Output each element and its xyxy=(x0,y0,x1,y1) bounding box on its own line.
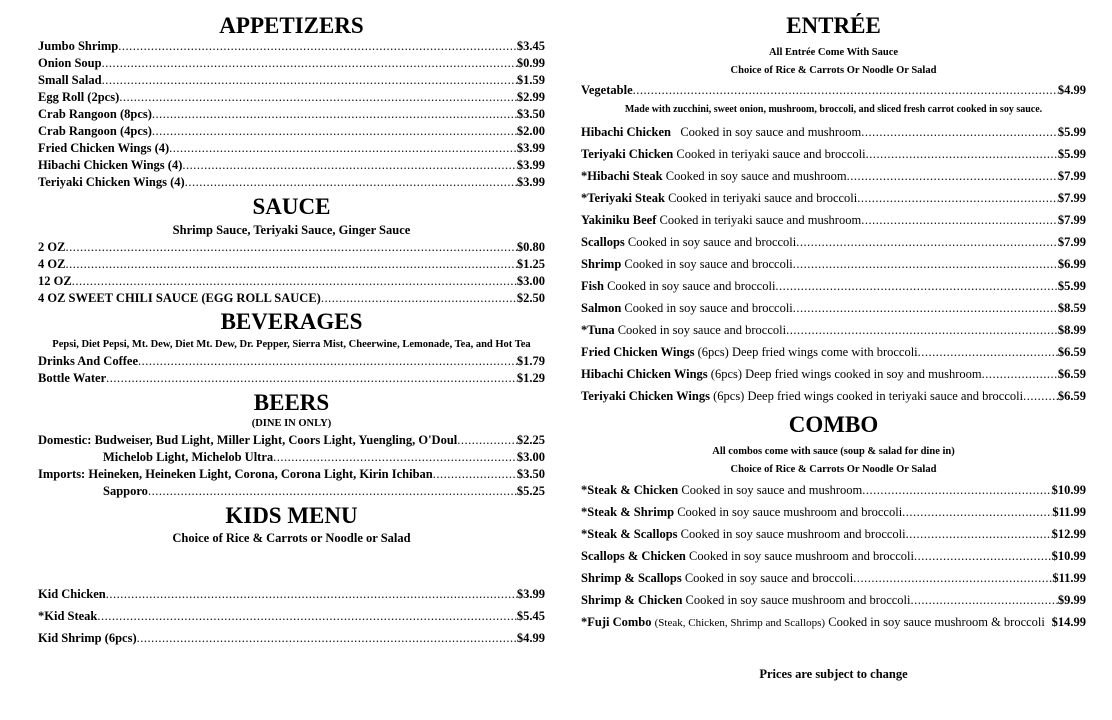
menu-item: Shrimp Cooked in soy sauce and broccoli ..... $6.99 xyxy=(581,253,1086,275)
combo-subtitle-sauce: All combos come with sauce (soup & salad for dine in) xyxy=(712,446,955,457)
beverages-list xyxy=(38,353,545,387)
entree-list xyxy=(581,121,1086,407)
menu-item: Egg Roll (2pcs) ..... $2.99 xyxy=(38,89,545,106)
menu-item: 2 OZ ..... $0.80 xyxy=(38,239,545,256)
beverages-heading: BEVERAGES xyxy=(220,309,363,334)
menu-item: Michelob Light, Michelob Ultra ..... $3.00 xyxy=(38,449,545,466)
menu-item: Bottle Water ..... $1.29 xyxy=(38,370,545,387)
menu-item: Hibachi Chicken Wings (4) ..... $3.99 xyxy=(38,157,545,174)
menu-item: Yakiniku Beef Cooked in teriyaki sauce and mushroom ..... $7.99 xyxy=(581,209,1086,231)
menu-item: Shrimp & Scallops Cooked in soy sauce and broccoli ..... $11.99 xyxy=(581,567,1086,589)
menu-item: Sapporo ..... $5.25 xyxy=(38,483,545,500)
combo-heading: COMBO xyxy=(788,412,879,437)
menu-item: *Teriyaki Steak Cooked in teriyaki sauce and broccoli ..... $7.99 xyxy=(581,187,1086,209)
menu-item: 4 OZ SWEET CHILI SAUCE (EGG ROLL SAUCE) ..... $2.50 xyxy=(38,290,545,307)
menu-item: Fried Chicken Wings (4) ..... $3.99 xyxy=(38,140,545,157)
menu-item: 4 OZ ..... $1.25 xyxy=(38,256,545,273)
menu-item: *Kid Steak ..... $5.45 xyxy=(38,605,545,627)
sauce-subtitle: Shrimp Sauce, Teriyaki Sauce, Ginger Sauce xyxy=(172,223,411,237)
menu-item: Scallops Cooked in soy sauce and broccoli ..... $7.99 xyxy=(581,231,1086,253)
kids-menu-heading: KIDS MENU xyxy=(225,503,358,528)
menu-item: Teriyaki Chicken Wings (4) ..... $3.99 xyxy=(38,174,545,191)
menu-item: Fried Chicken Wings (6pcs) Deep fried wings come with broccoli ..... $6.59 xyxy=(581,341,1086,363)
beers-subtitle: (DINE IN ONLY) xyxy=(251,418,332,429)
menu-item: *Hibachi Steak Cooked in soy sauce and mushroom ..... $7.99 xyxy=(581,165,1086,187)
entree-heading: ENTRÉE xyxy=(786,13,881,38)
prices-disclaimer: Prices are subject to change xyxy=(759,667,908,681)
menu-item: *Steak & Shrimp Cooked in soy sauce mushroom and broccoli ..... $11.99 xyxy=(581,501,1086,523)
menu-item: Kid Shrimp (6pcs) ..... $4.99 xyxy=(38,627,545,649)
appetizers-list xyxy=(38,38,545,191)
menu-item: 12 OZ ..... $3.00 xyxy=(38,273,545,290)
right-column xyxy=(581,0,1086,634)
menu-item: Scallops & Chicken Cooked in soy sauce mushroom and broccoli ..... $10.99 xyxy=(581,545,1086,567)
combo-list xyxy=(581,479,1086,634)
appetizers-heading: APPETIZERS xyxy=(219,13,364,38)
menu-item: *Tuna Cooked in soy sauce and broccoli ..... $8.99 xyxy=(581,319,1086,341)
menu-item: Shrimp & Chicken Cooked in soy sauce mushroom and broccoli ..... $9.99 xyxy=(581,589,1086,611)
left-column xyxy=(38,0,545,649)
menu-item: *Steak & Scallops Cooked in soy sauce mushroom and broccoli ..... $12.99 xyxy=(581,523,1086,545)
menu-item: Salmon Cooked in soy sauce and broccoli ..... $8.59 xyxy=(581,297,1086,319)
beverages-subtitle: Pepsi, Diet Pepsi, Mt. Dew, Diet Mt. Dew, Dr. Pepper, Sierra Mist, Cheerwine, Lemonade, Tea, and Hot Tea xyxy=(52,339,531,350)
menu-item: Small Salad ..... $1.59 xyxy=(38,72,545,89)
kids-menu-subtitle: Choice of Rice & Carrots or Noodle or Salad xyxy=(172,531,411,545)
menu-item: Onion Soup ..... $0.99 xyxy=(38,55,545,72)
entree-subtitle-sauce: All Entrée Come With Sauce xyxy=(768,47,899,58)
menu-item: Hibachi Chicken Cooked in soy sauce and mushroom ..... $5.99 xyxy=(581,121,1086,143)
sauce-heading: SAUCE xyxy=(252,194,331,219)
sauce-list xyxy=(38,239,545,307)
menu-item: Domestic: Budweiser, Bud Light, Miller Light, Coors Light, Yuengling, O'Doul ..... $2.25 xyxy=(38,432,545,449)
menu-item: Teriyaki Chicken Cooked in teriyaki sauce and broccoli ..... $5.99 xyxy=(581,143,1086,165)
combo-subtitle-choice: Choice of Rice & Carrots Or Noodle Or Salad xyxy=(730,464,937,475)
menu-item: Fish Cooked in soy sauce and broccoli ..... $5.99 xyxy=(581,275,1086,297)
entree-subtitle-choice: Choice of Rice & Carrots Or Noodle Or Salad xyxy=(730,65,937,76)
beers-list xyxy=(38,432,545,500)
menu-item: Kid Chicken ..... $3.99 xyxy=(38,583,545,605)
menu-item: Crab Rangoon (4pcs) ..... $2.00 xyxy=(38,123,545,140)
menu-item: *Fuji Combo (Steak, Chicken, Shrimp and Scallops) Cooked in soy sauce mushroom & broccoli $14.99 xyxy=(581,615,1086,629)
menu-item-vegetable: Vegetable ..... $4.99 xyxy=(581,82,1086,99)
kids-menu-list xyxy=(38,583,545,649)
menu-item: Imports: Heineken, Heineken Light, Corona, Corona Light, Kirin Ichiban ..... $3.50 xyxy=(38,466,545,483)
menu-item: Hibachi Chicken Wings (6pcs) Deep fried wings cooked in soy and mushroom ..... $6.59 xyxy=(581,363,1086,385)
beers-heading: BEERS xyxy=(253,390,330,415)
menu-item: *Steak & Chicken Cooked in soy sauce and mushroom ..... $10.99 xyxy=(581,479,1086,501)
menu-item: Jumbo Shrimp ..... $3.45 xyxy=(38,38,545,55)
vegetable-note: Made with zucchini, sweet onion, mushroom, broccoli, and sliced fresh carrot cooked in soy sauce. xyxy=(624,104,1043,115)
menu-item: Teriyaki Chicken Wings (6pcs) Deep fried wings cooked in teriyaki sauce and broccoli ..... $6.59 xyxy=(581,385,1086,407)
menu-item: Drinks And Coffee ..... $1.79 xyxy=(38,353,545,370)
menu-item: Crab Rangoon (8pcs) ..... $3.50 xyxy=(38,106,545,123)
